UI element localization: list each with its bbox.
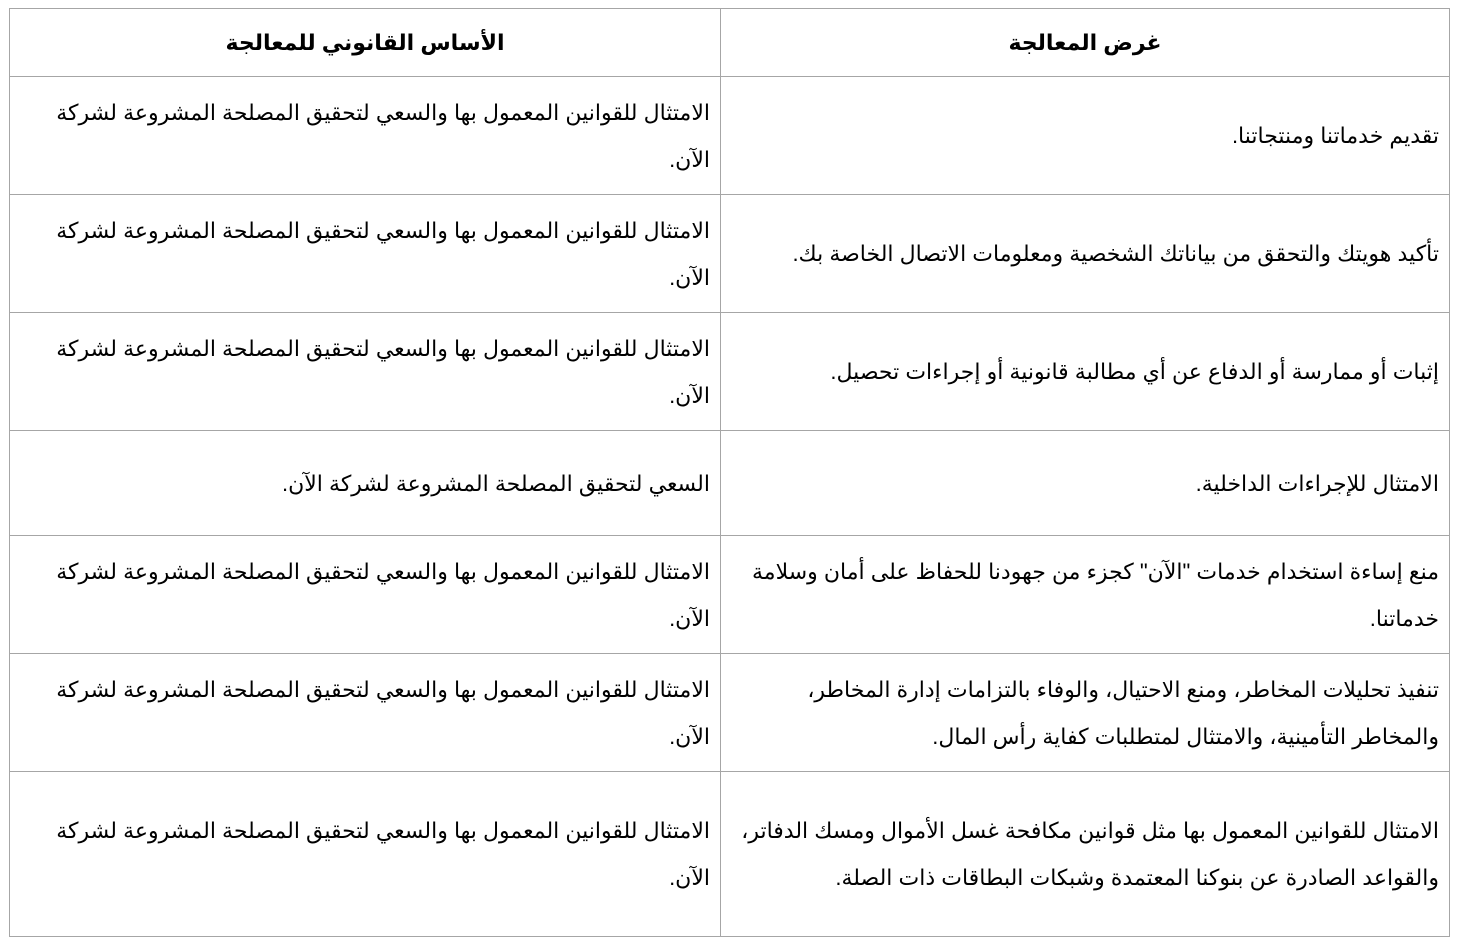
processing-purposes-table [9,8,1450,937]
purpose-cell: تقديم خدماتنا ومنتجاتنا. [721,77,1450,195]
legal-basis-cell: الامتثال للقوانين المعمول بها والسعي لتحقيق المصلحة المشروعة لشركة الآن. [10,195,721,313]
document-page [10,8,1450,937]
table-row [10,313,1450,431]
purpose-cell: الامتثال للقوانين المعمول بها مثل قوانين مكافحة غسل الأموال ومسك الدفاتر، والقواعد الصادرة عن بنوكنا المعتمدة وشبكات البطاقات ذات الصلة. [721,772,1450,937]
legal-basis-cell: الامتثال للقوانين المعمول بها والسعي لتحقيق المصلحة المشروعة لشركة الآن. [10,536,721,654]
legal-basis-cell: الامتثال للقوانين المعمول بها والسعي لتحقيق المصلحة المشروعة لشركة الآن. [10,77,721,195]
table-row [10,536,1450,654]
legal-basis-cell: الامتثال للقوانين المعمول بها والسعي لتحقيق المصلحة المشروعة لشركة الآن. [10,772,721,937]
table-row [10,195,1450,313]
table-row [10,772,1450,937]
legal-basis-cell: الامتثال للقوانين المعمول بها والسعي لتحقيق المصلحة المشروعة لشركة الآن. [10,654,721,772]
table-header-row [10,9,1450,77]
table-row [10,431,1450,536]
purpose-cell: إثبات أو ممارسة أو الدفاع عن أي مطالبة قانونية أو إجراءات تحصيل. [721,313,1450,431]
table-row [10,654,1450,772]
purpose-cell: تنفيذ تحليلات المخاطر، ومنع الاحتيال، والوفاء بالتزامات إدارة المخاطر، والمخاطر التأمينية، والامتثال لمتطلبات كفاية رأس المال. [721,654,1450,772]
legal-basis-cell: السعي لتحقيق المصلحة المشروعة لشركة الآن. [10,431,721,536]
header-purpose: غرض المعالجة [721,9,1450,77]
header-legal-basis: الأساس القانوني للمعالجة [10,9,721,77]
table-row [10,77,1450,195]
purpose-cell: تأكيد هويتك والتحقق من بياناتك الشخصية ومعلومات الاتصال الخاصة بك. [721,195,1450,313]
purpose-cell: منع إساءة استخدام خدمات "الآن" كجزء من جهودنا للحفاظ على أمان وسلامة خدماتنا. [721,536,1450,654]
legal-basis-cell: الامتثال للقوانين المعمول بها والسعي لتحقيق المصلحة المشروعة لشركة الآن. [10,313,721,431]
purpose-cell: الامتثال للإجراءات الداخلية. [721,431,1450,536]
